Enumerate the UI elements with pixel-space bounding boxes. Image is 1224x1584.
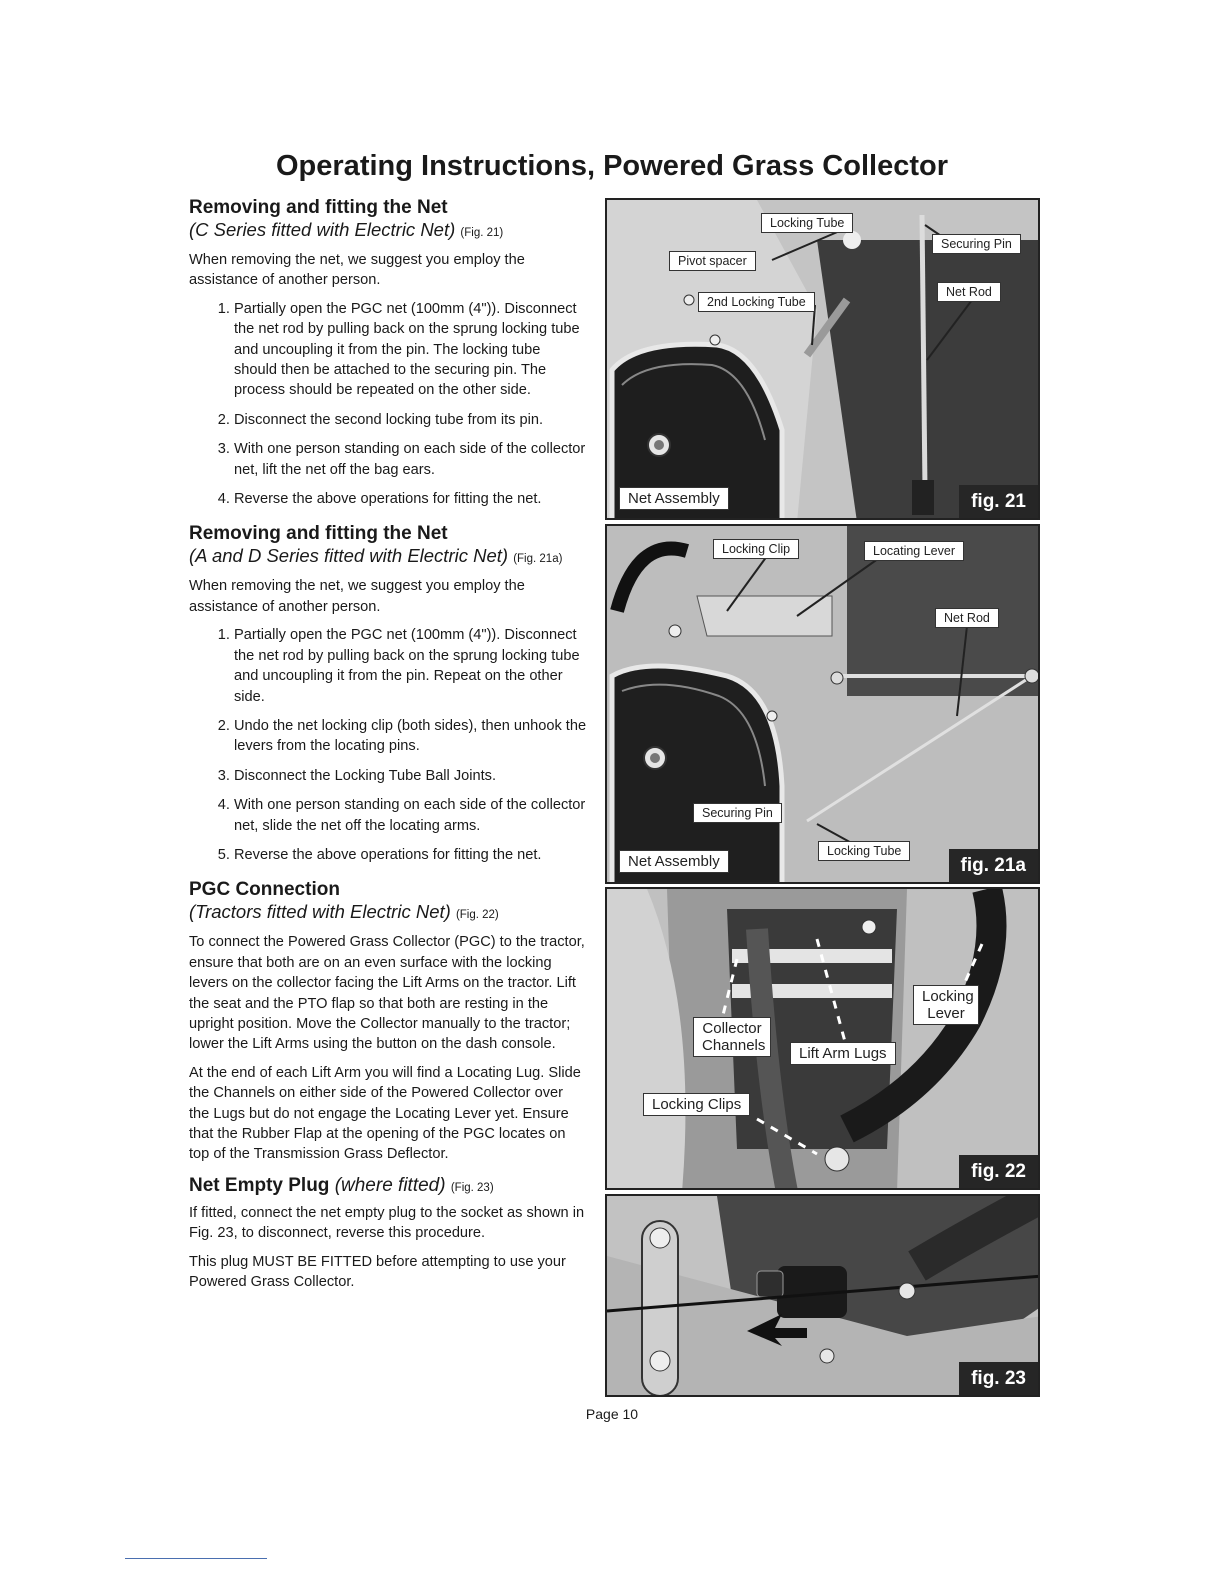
label-net-rod: Net Rod xyxy=(935,608,999,628)
figure-tag: fig. 23 xyxy=(959,1362,1038,1395)
figure-reference: (Fig. 21) xyxy=(460,227,504,239)
label-securing-pin: Securing Pin xyxy=(693,803,782,823)
paragraph: At the end of each Lift Arm you will find a Locating Lug. Slide the Channels on either side of the Powered Collector over the Lugs but do not engage the Locating Lever yet. Ensure that the Rubber Flap at the opening of the PGC locates on top of the Transmission Grass Deflector. xyxy=(189,1064,581,1163)
label-locking-tube: Locking Tube xyxy=(818,841,910,861)
label-net-rod: Net Rod xyxy=(937,282,1001,302)
step-item: 1. Partially open the PGC net (100mm (4")). Disconnect the net rod by pulling back on the sprung locking tube and uncoupling it from the pin. The locking tube should then be attached to the securing pin. The process should be repeated on the other side. xyxy=(234,299,587,401)
step-item: 1. Partially open the PGC net (100mm (4")). Disconnect the net rod by pulling back on the sprung locking tube and uncoupling it from the pin. Repeat on the other side. xyxy=(234,625,587,707)
label-locking-clips: Locking Clips xyxy=(643,1093,750,1116)
section-c-series xyxy=(189,197,587,509)
label-net-assembly: Net Assembly xyxy=(619,487,729,510)
label-locking-lever: Locking Lever xyxy=(913,985,979,1025)
section-heading: Removing and fitting the Net xyxy=(189,197,448,218)
step-item: 5. Reverse the above operations for fitting the net. xyxy=(234,845,587,865)
figure-21 xyxy=(605,198,1040,520)
label-locking-tube: Locking Tube xyxy=(761,213,853,233)
figure-tag: fig. 22 xyxy=(959,1155,1038,1188)
figure-reference: (Fig. 23) xyxy=(450,1181,494,1194)
steps-list xyxy=(189,625,587,865)
figure-22 xyxy=(605,887,1040,1190)
section-net-empty-plug xyxy=(189,1175,587,1293)
label-locating-lever: Locating Lever xyxy=(864,541,964,561)
paragraph: This plug MUST BE FITTED before attempting to use your Powered Grass Collector. xyxy=(189,1253,566,1291)
figure-23 xyxy=(605,1194,1040,1397)
section-pgc-connection xyxy=(189,879,587,1164)
step-item: 4. Reverse the above operations for fitting the net. xyxy=(234,489,587,509)
instructions-column xyxy=(189,197,587,1300)
subtitle-text: (C Series fitted with Electric Net) xyxy=(189,219,456,240)
heading-text: Net Empty Plug xyxy=(189,1174,330,1196)
subtitle-text: (where fitted) xyxy=(334,1174,446,1196)
steps-list xyxy=(189,299,587,510)
step-item: 2. Undo the net locking clip (both sides), then unhook the levers from the locating pins. xyxy=(234,716,587,757)
section-heading xyxy=(189,1175,587,1199)
page-number: Page 10 xyxy=(585,1406,639,1422)
section-heading: Removing and fitting the Net xyxy=(189,523,448,545)
figure-reference: (Fig. 21a) xyxy=(513,553,563,566)
figure-21a xyxy=(605,524,1040,884)
footer-rule xyxy=(125,1558,267,1559)
paragraph: To connect the Powered Grass Collector (PGC) to the tractor, ensure that both are on an even surface with the locking levers on the collector facing the Lift Arms on the tractor. Lift the seat and the PTO flap so that both are resting in the upright position. Move the Collector manually to the tractor; lower the Lift Arms using the button on the dash console. xyxy=(189,934,585,1053)
figure-tag: fig. 21 xyxy=(959,485,1038,518)
section-intro: When removing the net, we suggest you employ the assistance of another person. xyxy=(189,578,525,615)
figure-22-illustration xyxy=(607,889,1040,1190)
step-item: 3. With one person standing on each side of the collector net, lift the net off the bag ears. xyxy=(234,439,587,480)
section-subtitle xyxy=(189,219,587,244)
section-heading: PGC Connection xyxy=(189,879,340,901)
subtitle-text: (Tractors fitted with Electric Net) xyxy=(189,901,451,923)
label-pivot-spacer: Pivot spacer xyxy=(669,251,756,271)
step-item: 4. With one person standing on each side of the collector net, slide the net off the locating arms. xyxy=(234,795,587,836)
figure-tag: fig. 21a xyxy=(949,849,1038,882)
section-subtitle xyxy=(189,545,587,570)
label-lift-arm-lugs: Lift Arm Lugs xyxy=(790,1042,896,1065)
step-item: 2. Disconnect the second locking tube from its pin. xyxy=(234,410,587,430)
figure-21a-illustration xyxy=(607,526,1040,884)
paragraph: If fitted, connect the net empty plug to the socket as shown in Fig. 23, to disconnect, reverse this procedure. xyxy=(189,1204,585,1242)
label-net-assembly: Net Assembly xyxy=(619,850,729,873)
label-locking-clip: Locking Clip xyxy=(713,539,799,559)
step-item: 3. Disconnect the Locking Tube Ball Joints. xyxy=(234,766,587,786)
figure-reference: (Fig. 22) xyxy=(455,909,499,922)
label-securing-pin: Securing Pin xyxy=(932,234,1021,254)
page-title: Operating Instructions, Powered Grass Collector xyxy=(276,150,948,182)
subtitle-text: (A and D Series fitted with Electric Net) xyxy=(189,545,509,567)
section-intro: When removing the net, we suggest you employ the assistance of another person. xyxy=(189,252,525,289)
label-second-locking-tube: 2nd Locking Tube xyxy=(698,292,815,312)
section-subtitle xyxy=(189,901,587,926)
section-a-d-series xyxy=(189,523,587,865)
label-collector-channels: Collector Channels xyxy=(693,1017,771,1057)
